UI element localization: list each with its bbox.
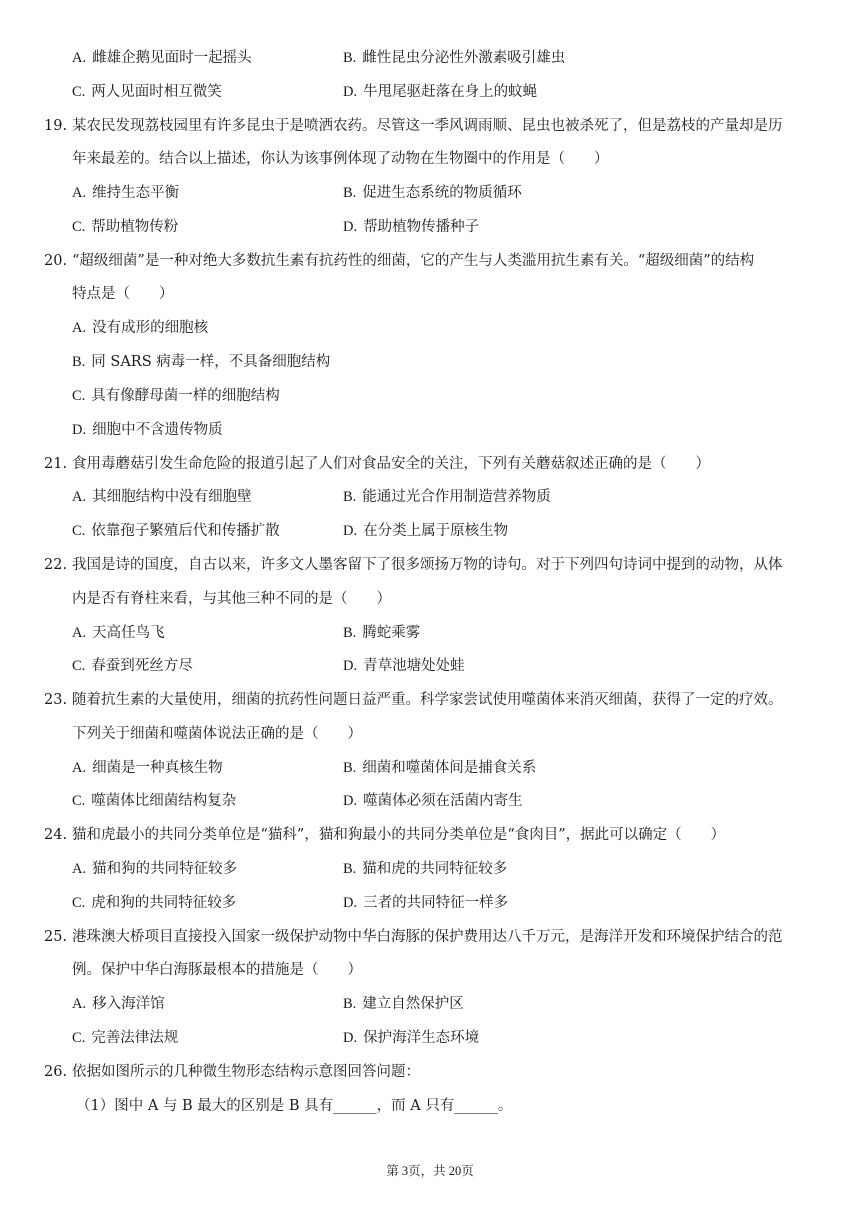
option-letter: A.	[72, 861, 87, 877]
option-text: 帮助植物传粉	[91, 219, 179, 235]
option-text: 促进生态系统的物质循环	[362, 185, 522, 201]
option-text: 维持生态平衡	[92, 185, 180, 201]
option-letter: A.	[72, 50, 87, 66]
q21-stem-line1: 食用毒蘑菇引发生命危险的报道引起了人们对食品安全的关注，下列有关蘑菇叙述正确的是（ ）	[72, 456, 710, 472]
option-letter: A.	[72, 625, 87, 641]
option-letter: D.	[343, 793, 358, 809]
option-letter: D.	[72, 422, 87, 438]
question-number: 20.	[44, 253, 68, 269]
option-text: 三者的共同特征一样多	[363, 895, 509, 911]
q23-option-b	[343, 758, 536, 778]
option-letter: B.	[343, 996, 357, 1012]
question-number: 25.	[44, 929, 68, 945]
option-text: 春蚕到死丝方尽	[91, 658, 193, 674]
q18-option-b	[343, 48, 565, 68]
option-letter: D.	[343, 658, 358, 674]
q22-option-d	[343, 656, 465, 676]
option-letter: C.	[72, 388, 86, 404]
option-text: 腾蛇乘雾	[362, 625, 421, 641]
q24-option-c	[72, 893, 236, 913]
option-letter: D.	[343, 84, 358, 100]
option-letter: C.	[72, 658, 86, 674]
option-letter: B.	[72, 354, 86, 370]
q19-option-c	[72, 217, 178, 237]
q19-option-b	[343, 183, 522, 203]
option-text: 青草池塘处处蛙	[363, 658, 465, 674]
question-number: 26.	[44, 1064, 68, 1080]
q25-option-d	[343, 1028, 479, 1048]
option-text: 噬菌体比细菌结构复杂	[91, 793, 237, 809]
q24-stem-line1: 猫和虎最小的共同分类单位是“猫科”，猫和狗最小的共同分类单位是“食肉目”，据此可以确定（ ）	[72, 827, 726, 843]
option-text: 保护海洋生态环境	[363, 1030, 480, 1046]
q21-option-d	[343, 521, 508, 541]
option-letter: C.	[72, 895, 86, 911]
option-text: 同 SARS 病毒一样，不具备细胞结构	[91, 354, 331, 370]
option-text: 依靠孢子繁殖后代和传播扩散	[91, 523, 280, 539]
option-letter: C.	[72, 84, 86, 100]
q19-stem-line2: 年来最差的。结合以上描述，你认为该事例体现了动物在生物圈中的作用是（ ）	[72, 151, 609, 167]
q24-option-a	[72, 859, 237, 879]
q20-option-c	[72, 386, 280, 406]
q22-option-b	[343, 623, 420, 643]
option-text: 雌雄企鹅见面时一起摇头	[92, 50, 252, 66]
option-letter: C.	[72, 1030, 86, 1046]
q21-option-a	[72, 487, 252, 507]
option-letter: A.	[72, 489, 87, 505]
q23-option-d	[343, 791, 523, 811]
option-letter: B.	[343, 625, 357, 641]
option-text: 能通过光合作用制造营养物质	[362, 489, 551, 505]
q25-option-a	[72, 994, 165, 1014]
q26-subquestion-1: （1）图中 A 与 B 最大的区别是 B 具有______，而 A 只有______。	[76, 1098, 513, 1114]
option-text: 其细胞结构中没有细胞壁	[92, 489, 252, 505]
q25-stem-line1: 港珠澳大桥项目直接投入国家一级保护动物中华白海豚的保护费用达八千万元，是海洋开发和环境保护结合的范	[72, 929, 783, 945]
q19-option-a	[72, 183, 179, 203]
option-letter: A.	[72, 320, 87, 336]
option-letter: A.	[72, 185, 87, 201]
question-number: 22.	[44, 557, 68, 573]
q26-stem-line1: 依据如图所示的几种微生物形态结构示意图回答问题：	[72, 1064, 420, 1080]
option-letter: D.	[343, 219, 358, 235]
option-text: 两人见面时相互微笑	[91, 84, 222, 100]
option-text: 虎和狗的共同特征较多	[91, 895, 237, 911]
option-letter: B.	[343, 50, 357, 66]
option-letter: B.	[343, 489, 357, 505]
q20-option-b	[72, 352, 330, 372]
option-text: 移入海洋馆	[92, 996, 165, 1012]
q25-stem-line2: 例。保护中华白海豚最根本的措施是（ ）	[72, 962, 362, 978]
q21-option-c	[72, 521, 280, 541]
q25-option-b	[343, 994, 464, 1014]
option-letter: B.	[343, 185, 357, 201]
q23-option-a	[72, 758, 223, 778]
page-footer: 第 3页，共 20页	[386, 1164, 474, 1178]
q22-stem-line1: 我国是诗的国度，自古以来，许多文人墨客留下了很多颂扬万物的诗句。对于下列四句诗词中提到的动物，从体	[72, 557, 783, 573]
option-text: 完善法律法规	[91, 1030, 179, 1046]
option-text: 天高任鸟飞	[92, 625, 165, 641]
option-letter: B.	[343, 861, 357, 877]
question-number: 21.	[44, 456, 68, 472]
option-text: 细胞中不含遗传物质	[92, 422, 223, 438]
q18-option-d	[343, 82, 537, 102]
q21-option-b	[343, 487, 551, 507]
q18-option-a	[72, 48, 252, 68]
q18-option-c	[72, 82, 222, 102]
question-number: 19.	[44, 118, 68, 134]
q22-option-c	[72, 656, 193, 676]
q20-option-d	[72, 420, 223, 440]
option-text: 细菌和噬菌体间是捕食关系	[362, 760, 537, 776]
question-number: 23.	[44, 692, 68, 708]
question-number: 24.	[44, 827, 68, 843]
option-text: 噬菌体必须在活菌内寄生	[363, 793, 523, 809]
option-letter: C.	[72, 219, 86, 235]
option-letter: A.	[72, 996, 87, 1012]
q20-stem-line1: “超级细菌”是一种对绝大多数抗生素有抗药性的细菌，它的产生与人类滥用抗生素有关。“超级细菌”的结构	[72, 253, 755, 269]
option-letter: D.	[343, 895, 358, 911]
option-text: 没有成形的细胞核	[92, 320, 209, 336]
option-text: 牛甩尾驱赶落在身上的蚊蝇	[363, 84, 538, 100]
option-text: 建立自然保护区	[362, 996, 464, 1012]
option-letter: C.	[72, 523, 86, 539]
option-letter: C.	[72, 793, 86, 809]
option-text: 细菌是一种真核生物	[92, 760, 223, 776]
q22-stem-line2: 内是否有脊柱来看，与其他三种不同的是（ ）	[72, 591, 391, 607]
q24-option-b	[343, 859, 507, 879]
option-text: 帮助植物传播种子	[363, 219, 480, 235]
q19-option-d	[343, 217, 479, 237]
q23-stem-line2: 下列关于细菌和噬菌体说法正确的是（ ）	[72, 726, 362, 742]
option-letter: D.	[343, 523, 358, 539]
option-text: 具有像酵母菌一样的细胞结构	[91, 388, 280, 404]
option-letter: D.	[343, 1030, 358, 1046]
option-letter: B.	[343, 760, 357, 776]
q23-option-c	[72, 791, 236, 811]
q24-option-d	[343, 893, 508, 913]
q25-option-c	[72, 1028, 178, 1048]
q20-stem-line2: 特点是（ ）	[72, 286, 174, 302]
option-text: 雌性昆虫分泌性外激素吸引雄虫	[362, 50, 566, 66]
q19-stem-line1: 某农民发现荔枝园里有许多昆虫于是喷洒农药。尽管这一季风调雨顺、昆虫也被杀死了，但是荔枝的产量却是历	[72, 118, 783, 134]
q23-stem-line1: 随着抗生素的大量使用，细菌的抗药性问题日益严重。科学家尝试使用噬菌体来消灭细菌，获得了一定的疗效。	[72, 692, 783, 708]
q22-option-a	[72, 623, 165, 643]
q20-option-a	[72, 318, 208, 338]
option-text: 猫和虎的共同特征较多	[362, 861, 508, 877]
option-text: 在分类上属于原核生物	[363, 523, 509, 539]
option-letter: A.	[72, 760, 87, 776]
option-text: 猫和狗的共同特征较多	[92, 861, 238, 877]
